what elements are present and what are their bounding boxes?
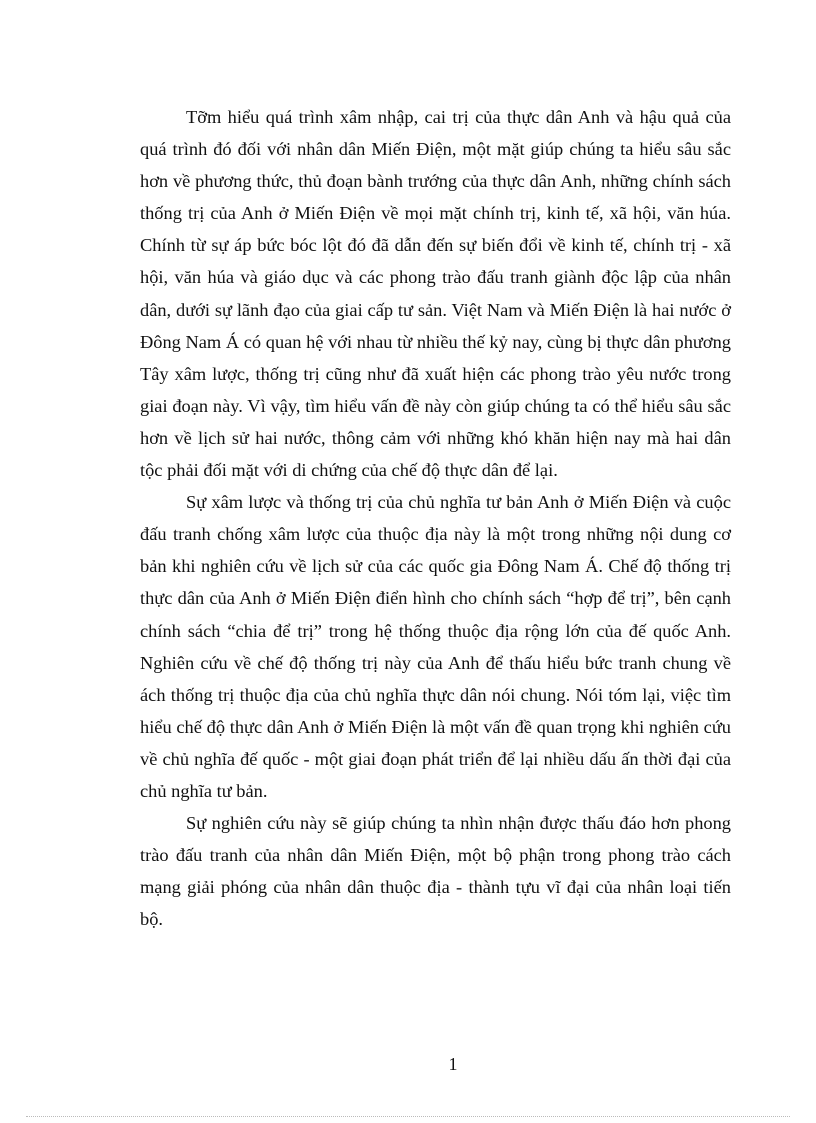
paragraph-1: Tỡm hiểu quá trình xâm nhập, cai trị của thực dân Anh và hậu quả của quá trình đó đối với nhân dân Miến Điện, một mặt giúp chúng ta hiểu sâu sắc hơn về phương thức, thủ đoạn bành trướng của thực dân Anh, những chính sách thống trị của Anh ở Miến Điện về mọi mặt chính trị, kinh tế, xã hội, văn húa. Chính từ sự áp bức bóc lột đó đã dẫn đến sự biến đổi về kinh tế, chính trị - xã hội, văn húa và giáo dục và các phong trào đấu tranh giành độc lập của nhân dân, dưới sự lãnh đạo của giai cấp tư sản. Việt Nam và Miến Điện là hai nước ở Đông Nam Á có quan hệ với nhau từ nhiều thế kỷ nay, cùng bị thực dân phương Tây xâm lược, thống trị cũng như đã xuất hiện các phong trào yêu nước trong giai đoạn này. Vì vậy, tìm hiểu vấn đề này còn giúp chúng ta có thể hiểu sâu sắc hơn về lịch sử hai nước, thông cảm với những khó khăn hiện nay mà hai dân tộc phải đối mặt với di chứng của chế độ thực dân để lại. (140, 107, 731, 481)
paragraph-2: Sự xâm lược và thống trị của chủ nghĩa tư bản Anh ở Miến Điện và cuộc đấu tranh chống xâm lược của thuộc địa này là một trong những nội dung cơ bản khi nghiên cứu về lịch sử của các quốc gia Đông Nam Á. Chế độ thống trị thực dân của Anh ở Miến Điện điển hình cho chính sách “hợp để trị”, bên cạnh chính sách “chia để trị” trong hệ thống thuộc địa rộng lớn của đế quốc Anh. Nghiên cứu về chế độ thống trị này của Anh để thấu hiểu bức tranh chung về ách thống trị thuộc địa của chủ nghĩa thực dân nói chung. Nói tóm lại, việc tìm hiểu chế độ thực dân Anh ở Miến Điện là một vấn đề quan trọng khi nghiên cứu về chủ nghĩa đế quốc - một giai đoạn phát triển để lại nhiều dấu ấn thời đại của chủ nghĩa tư bản. (140, 492, 731, 801)
paragraph-3: Sự nghiên cứu này sẽ giúp chúng ta nhìn nhận được thấu đáo hơn phong trào đấu tranh của nhân dân Miến Điện, một bộ phận trong phong trào cách mạng giải phóng của nhân dân thuộc địa - thành tựu vĩ đại của nhân loại tiến bộ. (140, 813, 731, 930)
page-number: 1 (448, 1054, 458, 1074)
body-text (140, 101, 731, 935)
page-bottom-divider (26, 1116, 790, 1117)
